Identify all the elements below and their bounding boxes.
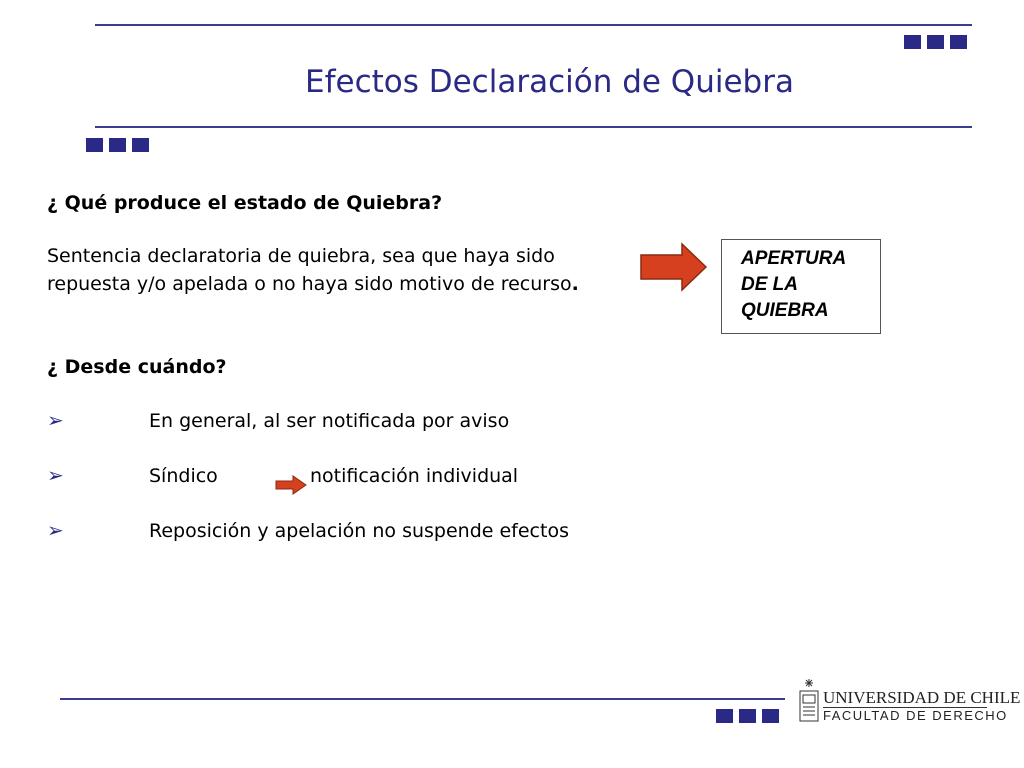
apertura-box: [721, 239, 881, 334]
sentence-paragraph: [47, 242, 637, 298]
decor-square: [109, 138, 126, 152]
top-rule: [95, 24, 972, 26]
faculty-name: FACULTAD DE DERECHO: [823, 708, 1008, 723]
footer-squares: [716, 709, 779, 723]
slide-title: Efectos Declaración de Quiebra: [305, 64, 794, 100]
small-right-arrow-icon: [275, 475, 307, 495]
result-line-2: DE LA: [741, 274, 798, 295]
university-name: UNIVERSIDAD DE CHILE: [823, 688, 1021, 707]
bullet-text-2a: Síndico: [149, 465, 218, 487]
paragraph-line-1: Sentencia declaratoria de quiebra, sea que haya sido: [47, 245, 555, 267]
university-crest-icon: [797, 678, 821, 724]
paragraph-line-2: repuesta y/o apelada o no haya sido motivo de recurso.: [47, 273, 579, 295]
decor-square: [132, 138, 149, 152]
question-heading-1: ¿ Qué produce el estado de Quiebra?: [47, 192, 443, 214]
footer-rule: [60, 698, 785, 700]
top-right-squares: [904, 35, 967, 49]
paragraph-period: .: [571, 273, 579, 295]
arrow-bullet-icon: ➢: [47, 518, 64, 542]
arrow-bullet-icon: ➢: [47, 463, 64, 487]
decor-square: [716, 709, 733, 723]
decor-square: [86, 138, 103, 152]
left-squares: [86, 138, 149, 152]
decor-square: [739, 709, 756, 723]
right-arrow-icon: [640, 242, 708, 292]
decor-square: [950, 35, 967, 49]
arrow-bullet-icon: ➢: [47, 408, 64, 432]
bullet-text-2b: notificación individual: [310, 465, 519, 487]
bullet-text-3: Reposición y apelación no suspende efectos: [149, 520, 569, 542]
decor-square: [762, 709, 779, 723]
result-line-3: QUIEBRA: [741, 300, 829, 321]
result-line-1: APERTURA: [741, 248, 847, 269]
decor-square: [927, 35, 944, 49]
bullet-text-1: En general, al ser notificada por aviso: [149, 410, 510, 432]
title-rule: [95, 126, 972, 128]
decor-square: [904, 35, 921, 49]
question-heading-2: ¿ Desde cuándo?: [47, 356, 227, 378]
